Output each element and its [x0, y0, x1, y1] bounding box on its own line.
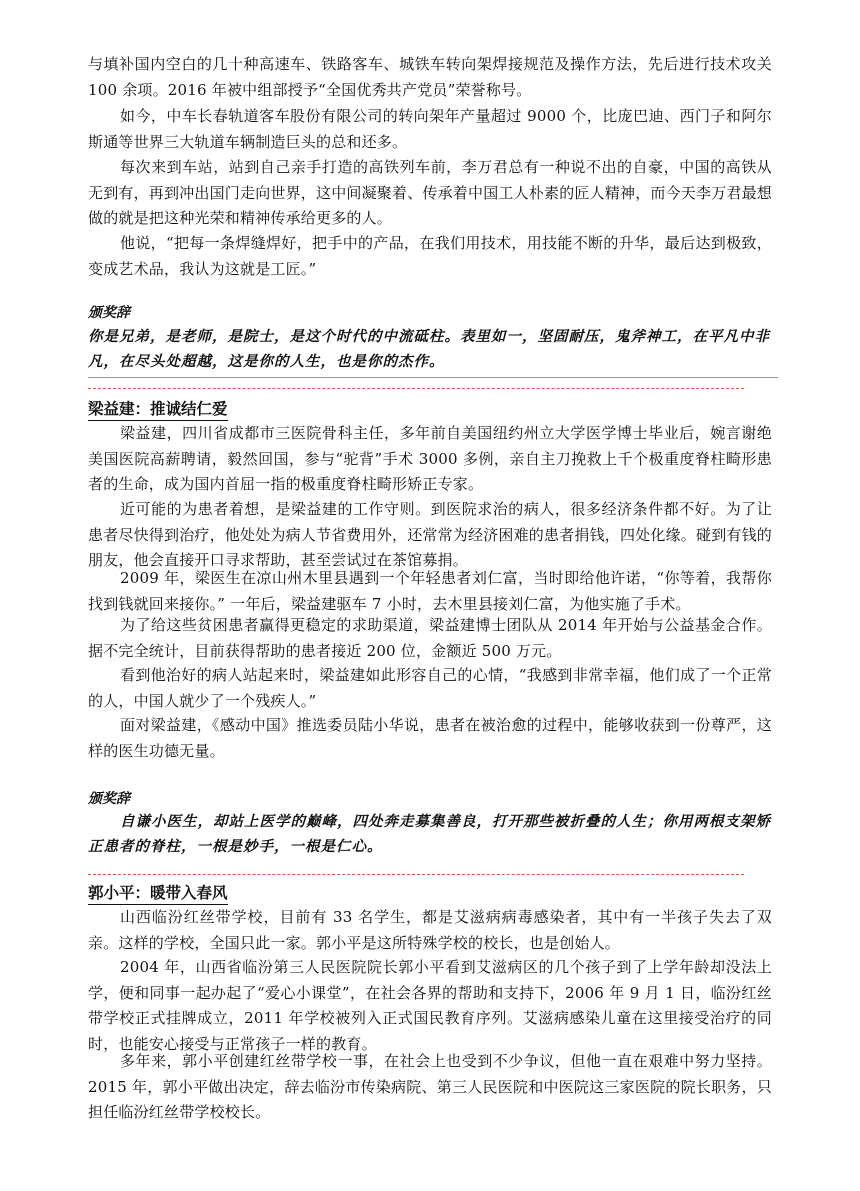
liang-paragraph-4: 为了给这些贫困患者赢得更稳定的求助渠道，梁益建博士团队从 2014 年开始与公益基金合作。据不完全统计，目前获得帮助的患者接近 200 位，金额近 500 万元。 [88, 616, 772, 660]
liang-paragraph-1: 梁益建，四川省成都市三医院骨科主任，多年前自美国纽约州立大学医学博士毕业后，婉言谢绝美国医院高薪聘请，毅然回国，参与“驼背”手术 3000 多例，亲自主刀挽救上千个极重度脊柱畸形患者的生命，成为国内首屈一指的极重度脊柱畸形矫正专家。 [88, 424, 772, 493]
guo-paragraph-2: 2004 年，山西省临汾第三人民医院院长郭小平看到艾滋病区的几个孩子到了上学年龄却没法上学，便和同事一起办起了“爱心小课堂”，在社会各界的帮助和支持下，2006 年 9 月 1 日，临汾红丝带学校正式挂牌成立，2011 年学校被列入正式国民教育序列。艾滋病感染儿童在这里接受治疗的同时，也能安心接受与正常孩子一样的教育。 [88, 958, 772, 1053]
intro-paragraph-4: 他说，“把每一条焊缝焊好，把手中的产品，在我们用技术，用技能不断的升华，最后达到极致，变成艺术品，我认为这就是工匠。” [88, 234, 772, 278]
section-title-guo: 郭小平：暖带入春风 [88, 881, 228, 905]
intro-paragraph-1: 与填补国内空白的几十种高速车、铁路客车、城铁车转向架焊接规范及操作方法，先后进行技术攻关 100 余项。2016 年被中组部授予“全国优秀共产党员”荣誉称号。 [88, 55, 772, 99]
intro-paragraph-3: 每次来到车站，站到自己亲手打造的高铁列车前，李万君总有一种说不出的自豪，中国的高铁从无到有，再到冲出国门走向世界，这中间凝聚着、传承着中国工人朴素的匠人精神，而今天李万君最想做的就是把这种光荣和精神传承给更多的人。 [88, 158, 773, 227]
liang-paragraph-5: 看到他治好的病人站起来时，梁益建如此形容自己的心情，“我感到非常幸福，他们成了一个正常的人，中国人就少了一个残疾人。” [88, 666, 772, 710]
liang-paragraph-6: 面对梁益建，《感动中国》推选委员陆小华说，患者在被治愈的过程中，能够收获到一份尊严，这样的医生功德无量。 [88, 716, 772, 760]
award-label: 颁奖辞 [88, 305, 130, 321]
guo-paragraph-3: 多年来，郭小平创建红丝带学校一事，在社会上也受到不少争议，但他一直在艰难中努力坚持。2015 年，郭小平做出决定，辞去临汾市传染病院、第三人民医院和中医院这三家医院的院长职务，只担任临汾红丝带学校校长。 [88, 1052, 772, 1121]
award-label: 颁奖辞 [88, 791, 130, 807]
section-title-liang: 梁益建：推诚结仁爱 [88, 397, 228, 421]
award-text: 自谦小医生，却站上医学的巅峰，四处奔走募集善良，打开那些被折叠的人生；你用两根支架矫正患者的脊柱，一根是妙手，一根是仁心。 [88, 814, 771, 855]
liang-paragraph-3: 2009 年，梁医生在凉山州木里县遇到一个年轻患者刘仁富，当时即给他许诺，“你等着，我帮你找到钱就回来接你。” 一年后，梁益建驱车 7 小时，去木里县接刘仁富，为他实施了手术。 [88, 569, 772, 613]
section-divider [88, 388, 744, 389]
award-text: 你是兄弟，是老师，是院士，是这个时代的中流砥柱。表里如一，坚固耐压，鬼斧神工，在平凡中非凡，在尽头处超越，这是你的人生，也是你的杰作。 [88, 325, 778, 378]
liang-paragraph-2: 近可能的为患者着想，是梁益建的工作守则。到医院求治的病人，很多经济条件都不好。为了让患者尽快得到治疗，他处处为病人节省费用外，还常常为经济困难的患者捐钱，四处化缘。碰到有钱的朋友，他会直接开口寻求帮助，甚至尝试过在茶馆募捐。 [88, 500, 773, 569]
intro-paragraph-2: 如今，中车长春轨道客车股份有限公司的转向架年产量超过 9000 个，比庞巴迪、西门子和阿尔斯通等世界三大轨道车辆制造巨头的总和还多。 [88, 107, 772, 151]
section-divider [88, 874, 744, 875]
guo-paragraph-1: 山西临汾红丝带学校，目前有 33 名学生，都是艾滋病病毒感染者，其中有一半孩子失去了双亲。这样的学校，全国只此一家。郭小平是这所特殊学校的校长，也是创始人。 [88, 908, 772, 952]
